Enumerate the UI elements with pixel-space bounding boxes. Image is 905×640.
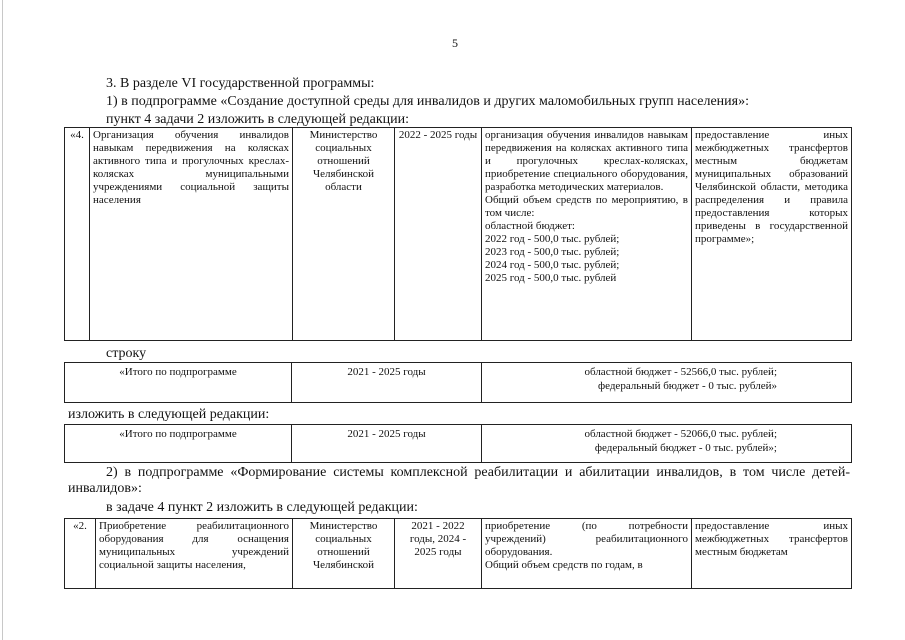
- executor: Министерство социальных отношений Челябинской области: [293, 128, 395, 341]
- implementation-years: 2021 - 2022 годы, 2024 - 2025 годы: [395, 519, 482, 589]
- table-item-4: [64, 127, 852, 341]
- content-text: приобретение (по потребности учреждений) реабилитационного оборудования.: [485, 520, 688, 558]
- redaction-text: изложить в следующей редакции:: [68, 407, 270, 422]
- funding-line: 2024 год - 500,0 тыс. рублей;: [485, 259, 620, 271]
- summary-label: «Итого по подпрограмме: [65, 363, 292, 403]
- table-row: [65, 128, 852, 341]
- summary-old-table: [64, 362, 852, 403]
- federal-budget: федеральный бюджет - 0 тыс. рублей»;: [594, 442, 777, 454]
- regional-budget: областной бюджет - 52066,0 тыс. рублей;: [584, 428, 777, 440]
- page-number: 5: [452, 36, 458, 50]
- executor: Министерство социальных отношений Челябинской: [293, 519, 395, 589]
- table-row: [65, 425, 852, 463]
- summary-label: «Итого по подпрограмме: [65, 425, 292, 463]
- item-number: «2.: [65, 519, 96, 589]
- item-number: «4.: [65, 128, 90, 341]
- table-row: [65, 519, 852, 589]
- summary-years: 2021 - 2025 годы: [292, 425, 482, 463]
- funding-intro: Общий объем средств по мероприятию, в том числе:: [485, 194, 688, 219]
- content-text: организация обучения инвалидов навыкам передвижения на колясках активного типа и прогулочных креслах-колясках, приобретение специального оборудования, разработка методических материалов.: [485, 129, 688, 193]
- item-4-intro: пункт 4 задачи 2 изложить в следующей редакции:: [106, 112, 410, 127]
- subprogram-2-intro: 2) в подпрограмме «Формирование системы комплексной реабилитации и абилитации инвалидов, в том числе детей-инвалидов»:: [68, 465, 850, 496]
- summary-funding: [482, 425, 852, 463]
- stroku-text: строку: [106, 346, 147, 361]
- funding-intro: Общий объем средств по годам, в: [485, 559, 643, 571]
- implementation-mechanism: предоставление иных межбюджетных трансфертов местным бюджетам: [692, 519, 852, 589]
- measure-content: [482, 519, 692, 589]
- measure-name: Организация обучения инвалидов навыкам передвижения на колясках активного типа и прогулочных креслах-колясках муниципальными учреждениями социальной защиты населения: [90, 128, 293, 341]
- subprogram-1-intro: 1) в подпрограмме «Создание доступной среды для инвалидов и других маломобильных групп населения»:: [106, 94, 749, 109]
- funding-line: 2025 год - 500,0 тыс. рублей: [485, 272, 617, 284]
- funding-line: 2023 год - 500,0 тыс. рублей;: [485, 246, 620, 258]
- regional-budget: областной бюджет - 52566,0 тыс. рублей;: [584, 366, 777, 378]
- summary-years: 2021 - 2025 годы: [292, 363, 482, 403]
- item-2-intro: в задаче 4 пункт 2 изложить в следующей редакции:: [106, 500, 418, 515]
- federal-budget: федеральный бюджет - 0 тыс. рублей»: [597, 380, 777, 392]
- funding-line: 2022 год - 500,0 тыс. рублей;: [485, 233, 620, 245]
- measure-content: [482, 128, 692, 341]
- summary-new-table: [64, 424, 852, 463]
- measure-name: Приобретение реабилитационного оборудования для оснащения муниципальных учреждений социальной защиты населения,: [96, 519, 293, 589]
- implementation-mechanism: предоставление иных межбюджетных трансфертов местным бюджетам муниципальных образований Челябинской области, методика распределения и правила предоставления которых приведены в государственной программе»;: [692, 128, 852, 341]
- section-heading: 3. В разделе VI государственной программы:: [106, 76, 375, 91]
- table-row: [65, 363, 852, 403]
- table-item-2: [64, 518, 852, 589]
- summary-funding: [482, 363, 852, 403]
- page-edge-line: [2, 0, 3, 640]
- implementation-years: 2022 - 2025 годы: [395, 128, 482, 341]
- budget-label: областной бюджет:: [485, 220, 575, 232]
